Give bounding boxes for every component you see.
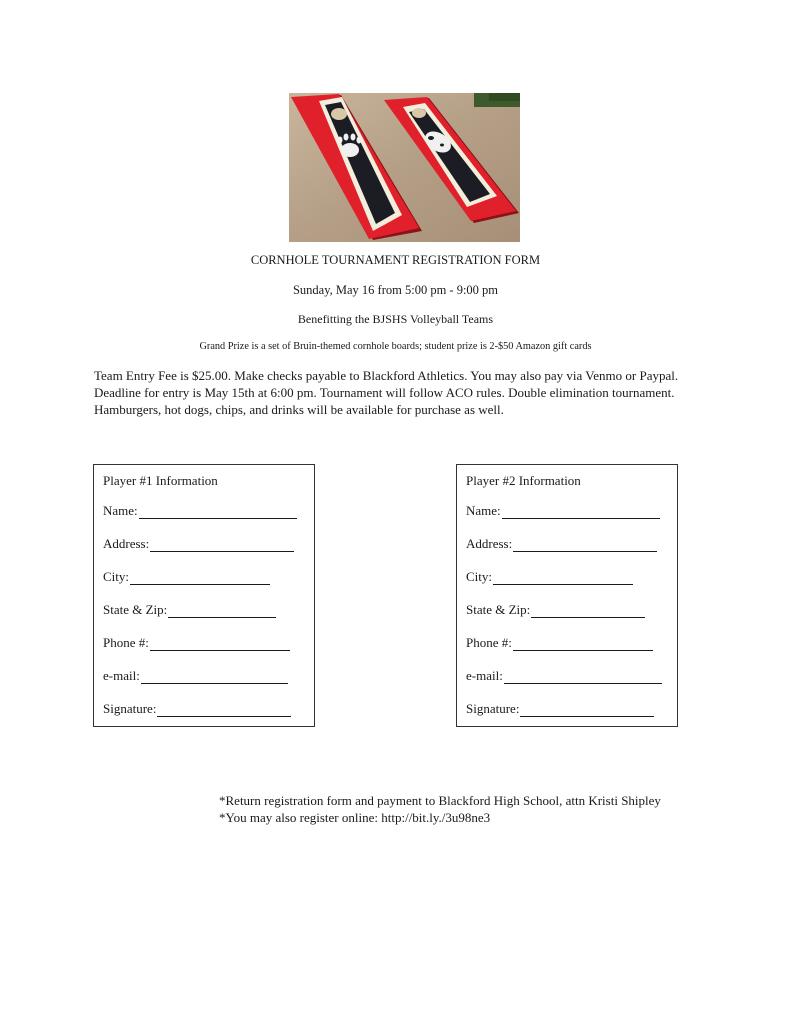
player-2-state-zip-field[interactable] xyxy=(466,602,645,618)
field-label: Address: xyxy=(466,536,513,551)
field-label: Name: xyxy=(103,503,138,518)
player-1-signature-field[interactable] xyxy=(103,701,291,717)
field-line[interactable] xyxy=(139,506,297,519)
field-line[interactable] xyxy=(504,671,662,684)
player-2-phone-field[interactable] xyxy=(466,635,653,651)
field-line[interactable] xyxy=(493,572,633,585)
details-paragraph xyxy=(94,367,754,418)
details-line: Deadline for entry is May 15th at 6:00 pm. Tournament will follow ACO rules. Double elimination tournament. xyxy=(94,385,675,400)
field-line[interactable] xyxy=(130,572,270,585)
field-line[interactable] xyxy=(513,539,657,552)
benefit-text: Benefitting the BJSHS Volleyball Teams xyxy=(297,312,494,326)
details-line: Team Entry Fee is $25.00. Make checks payable to Blackford Athletics. You may also pay via Venmo or Paypal. xyxy=(94,368,679,383)
field-line[interactable] xyxy=(502,506,660,519)
player-2-email-field[interactable] xyxy=(466,668,662,684)
field-label: Signature: xyxy=(103,701,157,716)
field-line[interactable] xyxy=(520,704,654,717)
field-label: Signature: xyxy=(466,701,520,716)
player-1-box xyxy=(93,464,315,727)
field-line[interactable] xyxy=(150,638,290,651)
player-1-title: Player #1 Information xyxy=(103,473,218,488)
player-2-address-field[interactable] xyxy=(466,536,657,552)
field-line[interactable] xyxy=(141,671,288,684)
player-1-name-field[interactable] xyxy=(103,503,297,519)
online-registration-link[interactable]: *You may also register online: http://bit.ly./3u98ne3 xyxy=(219,810,491,825)
field-label: Name: xyxy=(466,503,501,518)
player-2-name-field[interactable] xyxy=(466,503,660,519)
player-2-city-field[interactable] xyxy=(466,569,633,585)
field-label: e-mail: xyxy=(103,668,140,683)
player-1-address-field[interactable] xyxy=(103,536,294,552)
player-1-state-zip-field[interactable] xyxy=(103,602,276,618)
field-label: e-mail: xyxy=(466,668,503,683)
player-2-title: Player #2 Information xyxy=(466,473,581,488)
field-line[interactable] xyxy=(150,539,294,552)
field-line[interactable] xyxy=(168,605,276,618)
player-1-city-field[interactable] xyxy=(103,569,270,585)
field-line[interactable] xyxy=(157,704,291,717)
footer-notes xyxy=(219,792,661,826)
event-date: Sunday, May 16 from 5:00 pm - 9:00 pm xyxy=(292,283,499,297)
field-line[interactable] xyxy=(513,638,653,651)
field-label: State & Zip: xyxy=(103,602,168,617)
field-label: City: xyxy=(103,569,130,584)
details-line: Hamburgers, hot dogs, chips, and drinks will be available for purchase as well. xyxy=(94,402,504,417)
form-title: CORNHOLE TOURNAMENT REGISTRATION FORM xyxy=(250,253,541,267)
player-1-phone-field[interactable] xyxy=(103,635,290,651)
field-label: Address: xyxy=(103,536,150,551)
player-1-email-field[interactable] xyxy=(103,668,288,684)
field-label: State & Zip: xyxy=(466,602,531,617)
prize-text: Grand Prize is a set of Bruin-themed cornhole boards; student prize is 2-$50 Amazon gift cards xyxy=(199,341,592,352)
return-instructions: *Return registration form and payment to Blackford High School, attn Kristi Shipley xyxy=(219,793,661,808)
field-label: Phone #: xyxy=(103,635,149,650)
player-2-signature-field[interactable] xyxy=(466,701,654,717)
field-label: Phone #: xyxy=(466,635,512,650)
field-label: City: xyxy=(466,569,493,584)
cornhole-boards-photo xyxy=(289,93,520,242)
player-2-box xyxy=(456,464,678,727)
field-line[interactable] xyxy=(531,605,645,618)
